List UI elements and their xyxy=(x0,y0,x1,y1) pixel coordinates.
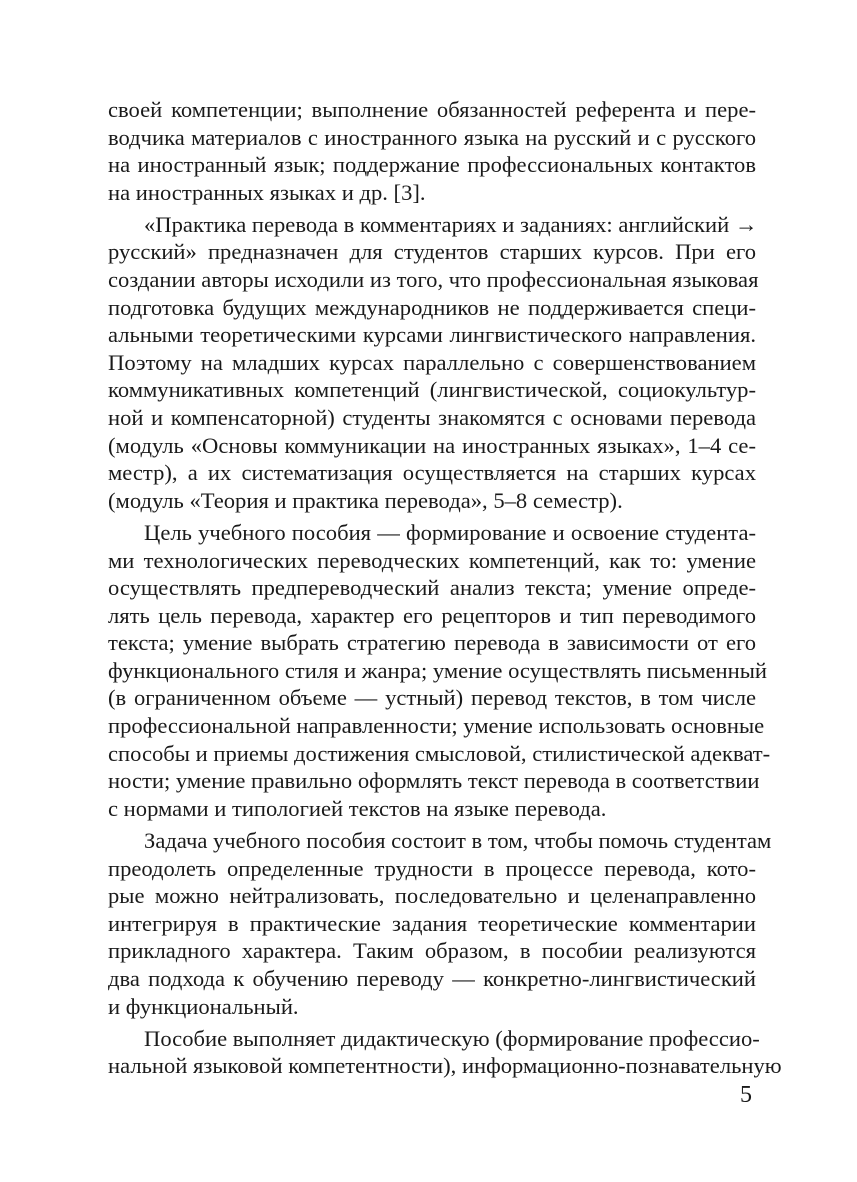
text-line: ной и компенсаторной) студенты знакомятся с основами перевода xyxy=(108,405,756,431)
paragraph-1 xyxy=(108,96,756,206)
text-line: интегрируя в практические задания теоретические комментарии xyxy=(108,910,756,936)
text-line: нальной языковой компетентности), информационно-познавательную xyxy=(108,1053,782,1079)
text-line: Цель учебного пособия — формирование и освоение студента- xyxy=(144,519,756,545)
text-line: Поэтому на младших курсах параллельно с совершенствованием xyxy=(108,349,756,375)
text-line: два подхода к обучению переводу — конкретно-лингвистический xyxy=(108,965,756,991)
text-line: и функциональный. xyxy=(108,993,299,1019)
text-line: прикладного характера. Таким образом, в пособии реализуются xyxy=(108,938,756,964)
text-line: на иностранный язык; поддержание профессиональных контактов xyxy=(108,152,756,178)
paragraph-4 xyxy=(108,827,772,1020)
text-line: текста; умение выбрать стратегию перевода в зависимости от его xyxy=(108,630,756,656)
text-line: ности; умение правильно оформлять текст перевода в соответствии xyxy=(108,768,760,794)
text-line: профессиональной направленности; умение использовать основные xyxy=(108,713,765,739)
text-line: Пособие выполняет дидактическую (формирование профессио- xyxy=(144,1025,760,1051)
text-line: на иностранных языках и др. [3]. xyxy=(108,179,426,205)
text-line: альными теоретическими курсами лингвистического направления. xyxy=(108,322,756,348)
text-line: способы и приемы достижения смысловой, стилистической адекват- xyxy=(108,740,771,766)
page-number: 5 xyxy=(740,1082,752,1108)
text-line: Задача учебного пособия состоит в том, чтобы помочь студентам xyxy=(144,827,772,853)
text-line: (модуль «Теория и практика перевода», 5–8 семестр). xyxy=(108,487,623,513)
text-line: коммуникативных компетенций (лингвистической, социокультур- xyxy=(108,377,756,403)
text-line: русский» предназначен для студентов старших курсов. При его xyxy=(108,239,756,265)
paragraph-3 xyxy=(108,519,771,823)
text-line: осуществлять предпереводческий анализ текста; умение опреде- xyxy=(108,575,756,601)
paragraph-5 xyxy=(108,1025,782,1080)
text-line: лять цель перевода, характер его рецепторов и тип переводимого xyxy=(108,602,756,628)
page-body xyxy=(108,96,782,1084)
text-line: (в ограниченном объеме — устный) перевод текстов, в том числе xyxy=(108,685,756,711)
text-line: «Практика перевода в комментариях и заданиях: английский → xyxy=(144,211,758,237)
paragraph-2 xyxy=(108,211,759,515)
text-line: местр), а их систематизация осуществляется на старших курсах xyxy=(108,460,756,486)
text-line: с нормами и типологией текстов на языке перевода. xyxy=(108,795,607,821)
text-line: создании авторы исходили из того, что профессиональная языковая xyxy=(108,267,759,293)
text-line: ми технологических переводческих компетенций, как то: умение xyxy=(108,547,756,573)
text-line: своей компетенции; выполнение обязанностей референта и пере- xyxy=(108,97,756,122)
text-line: преодолеть определенные трудности в процессе перевода, кото- xyxy=(108,855,756,881)
text-line: рые можно нейтрализовать, последовательно и целенаправленно xyxy=(108,883,756,909)
text-line: (модуль «Основы коммуникации на иностранных языках», 1–4 се- xyxy=(108,432,756,458)
text-line: подготовка будущих международников не поддерживается специ- xyxy=(108,294,756,320)
text-line: водчика материалов с иностранного языка на русский и с русского xyxy=(108,124,756,150)
text-line: функционального стиля и жанра; умение осуществлять письменный xyxy=(108,657,768,683)
